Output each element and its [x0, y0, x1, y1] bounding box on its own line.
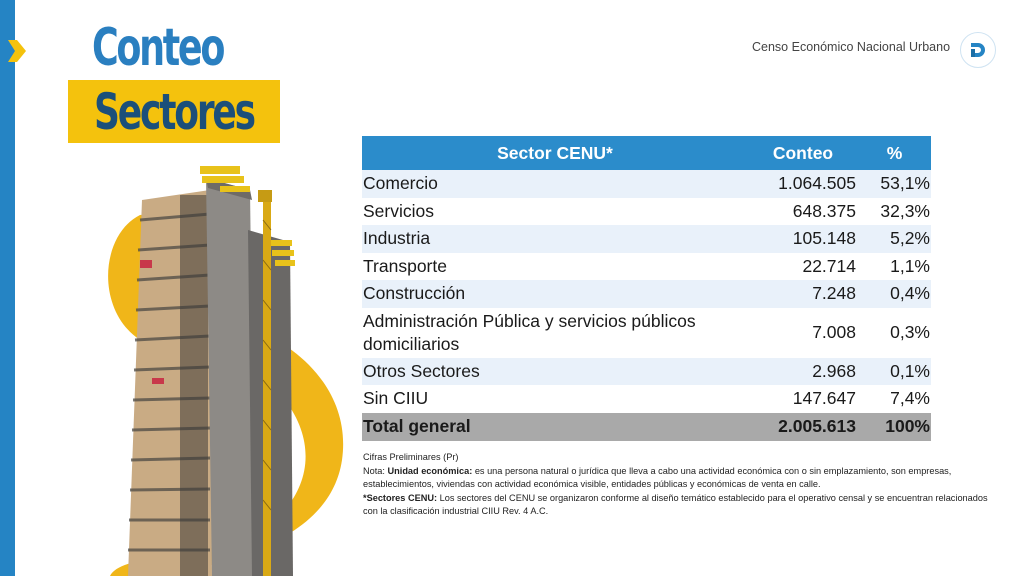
cell-conteo: 7.248 — [748, 280, 858, 308]
sectores-cenu-label: *Sectores CENU: — [363, 492, 438, 503]
left-accent-bar — [0, 0, 15, 576]
brand-name: Censo Económico Nacional Urbano — [752, 40, 951, 54]
cell-conteo: 22.714 — [802, 255, 856, 276]
cell-sector: Administración Pública y servicios públicos domiciliarios — [363, 310, 696, 354]
cell-percent: 53,1% — [858, 170, 931, 198]
cell-conteo: 1.064.505 — [748, 170, 858, 198]
preliminary-note: Cifras Preliminares (Pr) — [363, 452, 459, 462]
unidad-economica-note — [363, 465, 993, 492]
table-row — [362, 198, 931, 226]
header-sector: Sector CENU* — [362, 136, 748, 170]
cell-conteo: 648.375 — [792, 200, 856, 221]
cell-percent: 5,2% — [858, 225, 931, 253]
brand-logo — [960, 32, 996, 68]
cell-percent: 7,4% — [890, 388, 930, 409]
cell-sector: Construcción — [362, 280, 748, 308]
header-percent: % — [858, 136, 931, 170]
sector-count-table — [362, 136, 931, 441]
cell-conteo: 7.008 — [812, 322, 856, 342]
cell-total-label: Total general — [362, 413, 748, 441]
table-row — [362, 253, 931, 281]
title-line-1: Conteo — [92, 18, 224, 78]
table-row — [362, 308, 931, 358]
cell-percent: 0,4% — [858, 280, 931, 308]
cell-conteo: 2.968 — [748, 358, 858, 386]
table-row — [362, 280, 931, 308]
sectores-cenu-text: Los sectores del CENU se organizaron conforme al diseño temático establecido para el operativo censal y se encuentran relacionados con la clasificación industrial CIIU Rev. 4 A.C. — [363, 492, 988, 517]
cell-total-conteo: 2.005.613 — [748, 413, 858, 441]
construction-building-illustration — [80, 160, 360, 576]
cell-conteo: 147.647 — [792, 388, 856, 409]
header-conteo: Conteo — [748, 136, 858, 170]
cell-sector: Servicios — [363, 200, 434, 221]
dane-logo-icon — [968, 40, 988, 60]
cell-percent: 0,1% — [858, 358, 931, 386]
unidad-economica-label: Unidad económica: — [387, 465, 473, 476]
cell-percent: 0,3% — [890, 322, 930, 342]
cell-percent: 32,3% — [880, 200, 930, 221]
footnotes — [363, 451, 993, 519]
table-row — [362, 170, 931, 198]
note-prefix: Nota: — [363, 465, 388, 476]
unidad-economica-text: es una persona natural o jurídica que lleva a cabo una actividad económica con o sin emplazamiento, son empresas, establecimientos, viviendas con actividad económica visible, entidades públicas y económicas de venta en calle. — [363, 465, 952, 490]
table-header-row — [362, 136, 931, 170]
chevron-right-icon — [6, 38, 28, 64]
table-row — [362, 225, 931, 253]
cell-total-percent: 100% — [858, 413, 931, 441]
table-row — [362, 385, 931, 413]
table-total-row — [362, 413, 931, 441]
cell-conteo: 105.148 — [748, 225, 858, 253]
cell-sector: Otros Sectores — [362, 358, 748, 386]
sectores-cenu-note — [363, 492, 993, 519]
cell-sector: Industria — [362, 225, 748, 253]
table-row — [362, 358, 931, 386]
cell-sector: Comercio — [362, 170, 748, 198]
title-line-2: Sectores — [94, 83, 254, 141]
cell-sector: Sin CIIU — [363, 388, 429, 409]
cell-percent: 1,1% — [890, 255, 930, 276]
cell-sector: Transporte — [363, 255, 447, 276]
